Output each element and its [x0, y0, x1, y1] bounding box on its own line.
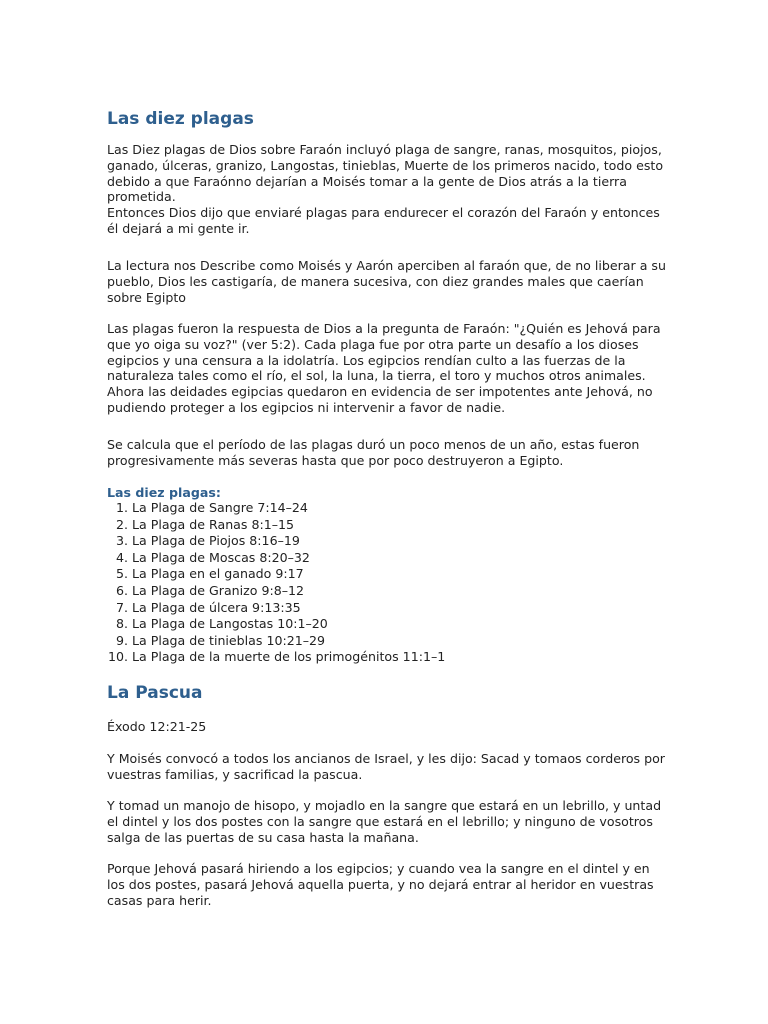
pascua-paragraph-3: Porque Jehová pasará hiriendo a los egipcios; y cuando vea la sangre en el dintel y en los dos postes, pasará Jehová aquella puerta, y no dejará entrar al heridor en vuestras casas para herir. [107, 861, 654, 908]
list-item: 4. La Plaga de Moscas 8:20–32 [132, 550, 667, 567]
list-item: 2. La Plaga de Ranas 8:1–15 [132, 517, 667, 534]
list-item: 3. La Plaga de Piojos 8:16–19 [132, 533, 667, 550]
list-item: 1. La Plaga de Sangre 7:14–24 [132, 500, 667, 517]
list-item: 7. La Plaga de úlcera 9:13:35 [132, 600, 667, 617]
pascua-paragraph-1: Y Moisés convocó a todos los ancianos de Israel, y les dijo: Sacad y tomaos corderos por vuestras familias, y sacrificad la pascua. [107, 751, 665, 782]
intro-text-1: Las Diez plagas de Dios sobre Faraón incluyó plaga de sangre, ranas, mosquitos, piojos, ganado, úlceras, granizo, Langostas, tinieblas, Muerte de los primeros nacido, todo esto debido a que Faraónno dejarían a Moisés tomar a la gente de Dios atrás a la tierra prometida. [107, 142, 664, 205]
plagues-list [107, 500, 667, 666]
duration-paragraph: Se calcula que el período de las plagas duró un poco menos de un año, estas fueron progresivamente más severas hasta que por poco destruyeron a Egipto. [107, 437, 640, 468]
list-item: 10. La Plaga de la muerte de los primogénitos 11:1–1 [132, 649, 667, 666]
section-title-la-pascua: La Pascua [107, 683, 203, 703]
pascua-paragraph-2: Y tomad un manojo de hisopo, y mojadlo en la sangre que estará en un lebrillo, y untad el dintel y los dos postes con la sangre que estará en el lebrillo; y ninguno de vosotros salga de las puertas de su casa hasta la mañana. [107, 798, 662, 845]
intro-paragraph [107, 142, 667, 237]
scripture-reference: Éxodo 12:21-25 [107, 719, 207, 734]
section-title-las-diez-plagas: Las diez plagas [107, 109, 254, 129]
list-item: 9. La Plaga de tinieblas 10:21–29 [132, 633, 667, 650]
list-item: 5. La Plaga en el ganado 9:17 [132, 566, 667, 583]
plagues-answer-paragraph: Las plagas fueron la respuesta de Dios a la pregunta de Faraón: "¿Quién es Jehová para que yo oiga su voz?" (ver 5:2). Cada plaga fue por otra parte un desafío a los dioses egipcios y una censura a la idolatría. Los egipcios rendían culto a las fuerzas de la naturaleza tales como el río, el sol, la luna, la tierra, el toro y muchos otros animales. Ahora las deidades egipcias quedaron en evidencia de ser impotentes ante Jehová, no pudiendo proteger a los egipcios ni intervenir a favor de nadie. [107, 321, 661, 415]
intro-text-2: Entonces Dios dijo que enviaré plagas para endurecer el corazón del Faraón y entonces él dejará a mi gente ir. [107, 205, 660, 236]
plagues-list-title: Las diez plagas: [107, 485, 221, 500]
reading-paragraph: La lectura nos Describe como Moisés y Aarón aperciben al faraón que, de no liberar a su pueblo, Dios les castigaría, de manera sucesiva, con diez grandes males que caerían sobre Egipto [107, 258, 666, 305]
list-item: 6. La Plaga de Granizo 9:8–12 [132, 583, 667, 600]
list-item: 8. La Plaga de Langostas 10:1–20 [132, 616, 667, 633]
